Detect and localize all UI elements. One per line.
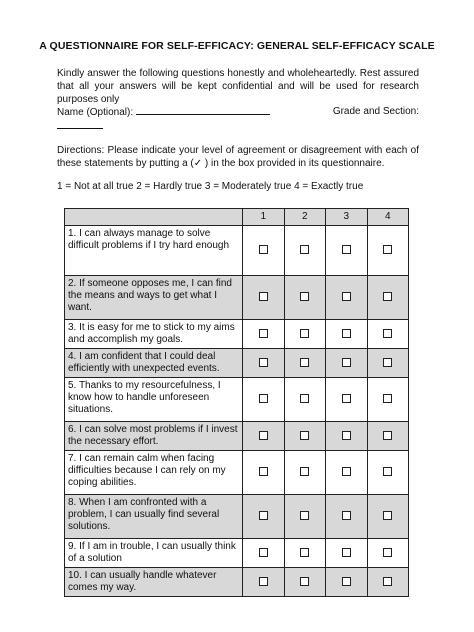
page-title: A QUESTIONNAIRE FOR SELF-EFFICACY: GENERAL SELF-EFFICACY SCALE [39,40,435,52]
empty-checkbox-icon[interactable] [342,329,351,338]
empty-checkbox-icon[interactable] [383,577,392,586]
rating-cell[interactable] [284,320,326,349]
empty-checkbox-icon[interactable] [342,358,351,367]
empty-checkbox-icon[interactable] [342,577,351,586]
rating-cell[interactable] [367,320,409,349]
name-field[interactable] [57,105,270,119]
rating-cell[interactable] [243,495,285,539]
empty-checkbox-icon[interactable] [383,245,392,254]
rating-cell[interactable] [367,276,409,320]
empty-checkbox-icon[interactable] [383,292,392,301]
empty-checkbox-icon[interactable] [300,511,309,520]
rating-cell[interactable] [326,422,368,451]
rating-cell[interactable] [326,539,368,568]
questionnaire-table [64,208,409,597]
empty-checkbox-icon[interactable] [342,548,351,557]
empty-checkbox-icon[interactable] [300,577,309,586]
grade-section-blank[interactable] [57,119,103,129]
intro-text: Kindly answer the following questions honestly and wholeheartedly. Rest assured that all your answers will be kept confidential and will be used for research purposes only [57,68,419,105]
rating-cell[interactable] [284,226,326,276]
grade-section-label: Grade and Section: [332,106,419,117]
empty-checkbox-icon[interactable] [383,431,392,440]
empty-checkbox-icon[interactable] [342,394,351,403]
rating-cell[interactable] [326,495,368,539]
rating-cell[interactable] [326,568,368,597]
rating-cell[interactable] [367,539,409,568]
header-statement [65,209,243,226]
rating-cell[interactable] [367,378,409,422]
grade-section-field[interactable] [57,119,419,133]
statement-9: 9. If I am in trouble, I can usually think of a solution [65,539,243,568]
rating-cell[interactable] [284,495,326,539]
statement-6: 6. I can solve most problems if I invest the necessary effort. [65,422,243,451]
empty-checkbox-icon[interactable] [342,467,351,476]
empty-checkbox-icon[interactable] [342,511,351,520]
directions-text: Directions: Please indicate your level of agreement or disagreement with each of these statements by putting a (✓ ) in the box provided in its questionnaire. [57,145,419,169]
empty-checkbox-icon[interactable] [300,548,309,557]
rating-cell[interactable] [367,349,409,378]
table-row [65,422,409,451]
rating-cell[interactable] [284,422,326,451]
rating-cell[interactable] [284,568,326,597]
rating-cell[interactable] [243,226,285,276]
empty-checkbox-icon[interactable] [300,292,309,301]
statement-7: 7. I can remain calm when facing difficulties because I can rely on my coping abilities. [65,451,243,495]
rating-cell[interactable] [326,349,368,378]
table-row [65,226,409,276]
empty-checkbox-icon[interactable] [383,511,392,520]
rating-cell[interactable] [326,226,368,276]
table-row [65,568,409,597]
scale-legend: 1 = Not at all true 2 = Hardly true 3 = Moderately true 4 = Exactly true [57,181,364,192]
rating-cell[interactable] [367,495,409,539]
rating-cell[interactable] [326,378,368,422]
rating-cell[interactable] [284,378,326,422]
table-row [65,451,409,495]
empty-checkbox-icon[interactable] [300,329,309,338]
rating-cell[interactable] [367,422,409,451]
statement-4: 4. I am confident that I could deal efficiently with unexpected events. [65,349,243,378]
header-3: 3 [326,209,368,226]
rating-cell[interactable] [284,539,326,568]
empty-checkbox-icon[interactable] [259,329,268,338]
empty-checkbox-icon[interactable] [383,394,392,403]
empty-checkbox-icon[interactable] [383,467,392,476]
empty-checkbox-icon[interactable] [259,245,268,254]
rating-cell[interactable] [367,568,409,597]
table-row [65,539,409,568]
statement-10: 10. I can usually handle whatever comes my way. [65,568,243,597]
table-row [65,276,409,320]
empty-checkbox-icon[interactable] [259,292,268,301]
table-row [65,320,409,349]
name-blank[interactable] [136,105,270,115]
table-header-row [65,209,409,226]
empty-checkbox-icon[interactable] [342,292,351,301]
statement-3: 3. It is easy for me to stick to my aims and accomplish my goals. [65,320,243,349]
table-row [65,378,409,422]
rating-cell[interactable] [243,349,285,378]
rating-cell[interactable] [284,276,326,320]
rating-cell[interactable] [243,276,285,320]
rating-cell[interactable] [326,276,368,320]
rating-cell[interactable] [284,451,326,495]
empty-checkbox-icon[interactable] [383,329,392,338]
rating-cell[interactable] [243,539,285,568]
rating-cell[interactable] [243,320,285,349]
rating-cell[interactable] [284,349,326,378]
table-row [65,495,409,539]
table-row [65,349,409,378]
empty-checkbox-icon[interactable] [300,467,309,476]
rating-cell[interactable] [367,226,409,276]
statement-2: 2. If someone opposes me, I can find the means and ways to get what I want. [65,276,243,320]
header-4: 4 [367,209,409,226]
rating-cell[interactable] [243,422,285,451]
statement-5: 5. Thanks to my resourcefulness, I know how to handle unforeseen situations. [65,378,243,422]
empty-checkbox-icon[interactable] [300,431,309,440]
empty-checkbox-icon[interactable] [300,394,309,403]
statement-8: 8. When I am confronted with a problem, I can usually find several solutions. [65,495,243,539]
rating-cell[interactable] [243,451,285,495]
empty-checkbox-icon[interactable] [259,358,268,367]
rating-cell[interactable] [243,568,285,597]
empty-checkbox-icon[interactable] [300,245,309,254]
rating-cell[interactable] [367,451,409,495]
empty-checkbox-icon[interactable] [259,577,268,586]
rating-cell[interactable] [326,451,368,495]
empty-checkbox-icon[interactable] [259,467,268,476]
statement-1: 1. I can always manage to solve difficult problems if I try hard enough [65,226,243,276]
rating-cell[interactable] [326,320,368,349]
empty-checkbox-icon[interactable] [259,548,268,557]
empty-checkbox-icon[interactable] [342,245,351,254]
header-1: 1 [243,209,285,226]
name-label: Name (Optional): [57,107,134,118]
rating-cell[interactable] [243,378,285,422]
empty-checkbox-icon[interactable] [383,358,392,367]
empty-checkbox-icon[interactable] [259,431,268,440]
empty-checkbox-icon[interactable] [259,394,268,403]
header-2: 2 [284,209,326,226]
empty-checkbox-icon[interactable] [259,511,268,520]
empty-checkbox-icon[interactable] [383,548,392,557]
empty-checkbox-icon[interactable] [342,431,351,440]
empty-checkbox-icon[interactable] [300,358,309,367]
